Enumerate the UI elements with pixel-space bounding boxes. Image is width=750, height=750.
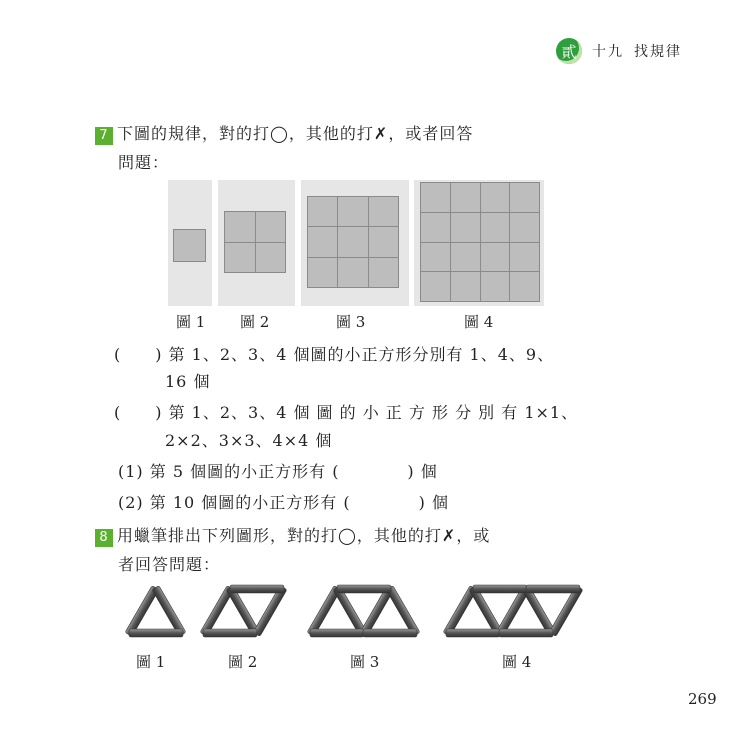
crayon-figure-2 [200,585,287,637]
q7-caption-3: 圖 3 [336,313,366,331]
q7-prompt-text: 下圖的規律，對的打◯，其他的打✗，或者回答 [117,124,474,143]
q8-prompt-line2: 者回答問題： [118,555,221,574]
q8-prompt-text: 用蠟筆排出下列圖形，對的打◯，其他的打✗，或 [117,526,491,545]
q7-item2-line1: ( ) 第 1、2、3、4 個 圖 的 小 正 方 形 分 別 有 1×1、 [114,403,579,422]
q7-prompt-line2: 問題： [118,153,170,172]
q8-caption-4: 圖 4 [502,653,532,671]
q7-sub1: (1) 第 5 個圖的小正方形有 ( ) 個 [118,462,438,481]
page-number: 269 [688,690,717,708]
crayon-figure-4 [443,585,583,637]
q7-sub2: (2) 第 10 個圖的小正方形有 ( ) 個 [118,493,449,512]
q7-item1-line1: ( ) 第 1、2、3、4 個圖的小正方形分別有 1、4、9、 [114,345,555,364]
q7-item1-line2: 16 個 [165,372,211,391]
q7-number: 7 [95,127,113,145]
q7-caption-4: 圖 4 [464,313,494,331]
q8-caption-2: 圖 2 [228,653,258,671]
chapter-badge: 貳 [556,38,582,64]
chapter-number: 十九 [592,44,624,60]
crayon-figure-3 [307,585,420,637]
q8-caption-1: 圖 1 [136,653,166,671]
q8-number: 8 [95,529,113,547]
q7-item2-line2: 2×2、3×3、4×4 個 [165,431,333,450]
q7-caption-1: 圖 1 [176,313,206,331]
q7-caption-2: 圖 2 [240,313,270,331]
q8-caption-3: 圖 3 [350,653,380,671]
chapter-title: 找規律 [634,44,682,60]
crayon-triangle-1 [125,586,186,637]
